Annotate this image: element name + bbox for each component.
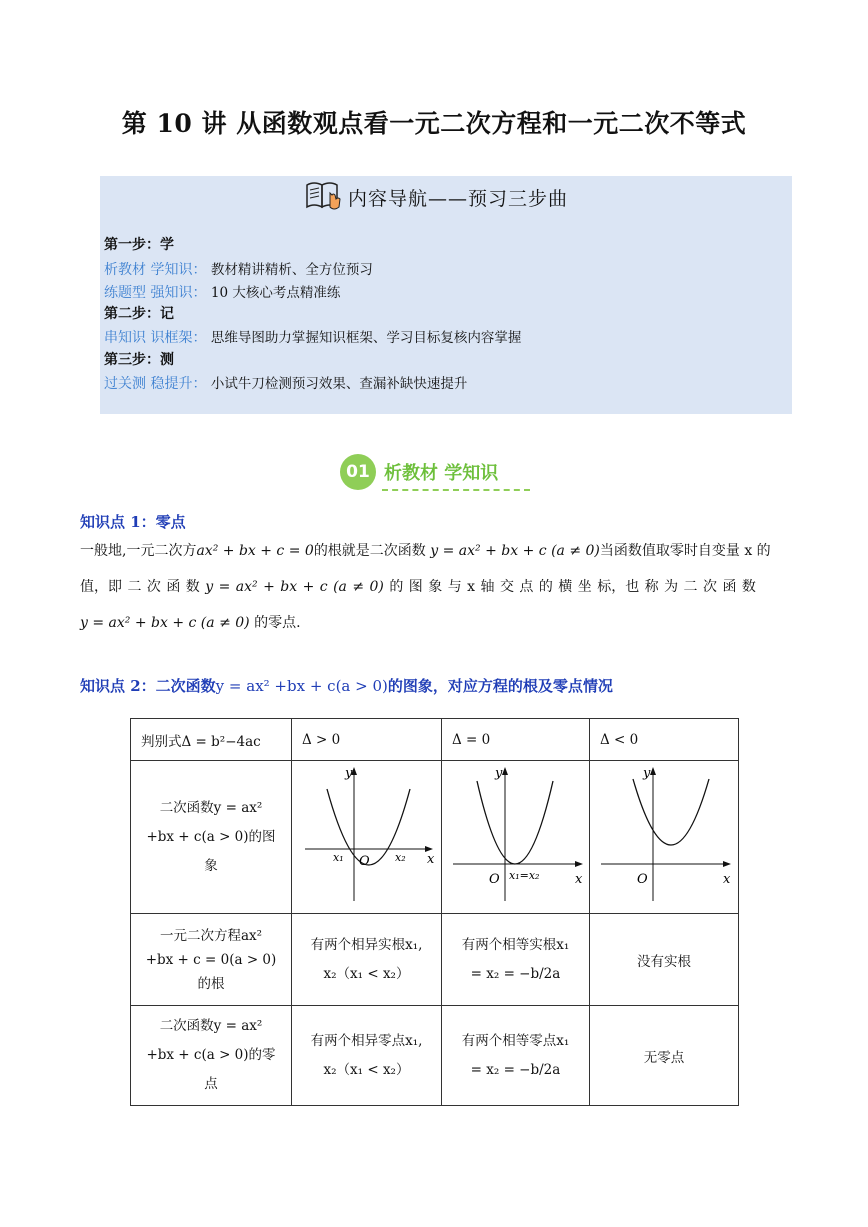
table-cell: 没有实根 (590, 914, 739, 1006)
origin-label: O (489, 872, 500, 887)
step2-title: 第二步：记 (104, 306, 174, 322)
section-number: 01 (340, 454, 376, 490)
equation: y = ax² + bx + c (a ≠ 0) (205, 579, 384, 595)
nav-header-text: 内容导航——预习三步曲 (348, 187, 569, 210)
table-row (131, 1006, 739, 1106)
text: 的零点. (254, 615, 301, 631)
cell-line: = x₂ = −b/2a (470, 965, 561, 982)
cell-line: 有两个相等实根x₁ (461, 936, 570, 953)
kp2-title (80, 675, 613, 696)
table-cell (131, 914, 292, 1006)
text: 当函数值取零时自变量 x 的 (599, 543, 771, 559)
cell-line: x₂（x₁ < x₂） (323, 965, 410, 982)
equation: y = ax² + bx + c (a ≠ 0) (430, 543, 600, 559)
cell-line: 一元二次方程ax² (159, 927, 263, 944)
text: 一般地,一元二次方 (80, 543, 197, 559)
table-cell (292, 1006, 442, 1106)
nav-header (304, 176, 568, 218)
table-cell: 无零点 (590, 1006, 739, 1106)
text: 的根就是二次函数 (313, 543, 426, 559)
table-cell (590, 761, 739, 914)
section-underline (382, 489, 530, 491)
x-axis-label: x (575, 872, 583, 887)
table-cell (131, 1006, 292, 1106)
kp1-line2 (80, 576, 756, 596)
equation: ax² + bx + c = 0 (196, 543, 314, 559)
cell-line: 二次函数y = ax² (159, 799, 263, 816)
table-row (131, 914, 739, 1006)
cell-line: +bx + c(a > 0)的图 (146, 828, 276, 845)
table-row (131, 761, 739, 914)
x1-label: x₁ (333, 851, 344, 864)
x-axis-label: x (723, 872, 731, 887)
cell-line: 点 (204, 1076, 218, 1092)
text: 知识点 2：二次函数 (80, 677, 216, 695)
step2-item-framework (104, 326, 521, 347)
equation: y = ax² +bx + c(a > 0) (215, 677, 388, 695)
step-label: 析教材 学知识： (104, 262, 207, 278)
kp1-line1 (80, 540, 771, 560)
table-cell (131, 761, 292, 914)
table-header-cell: Δ = 0 (442, 719, 590, 761)
step-desc: 小试牛刀检测预习效果、查漏补缺快速提升 (210, 376, 468, 392)
cell-line: +bx + c = 0(a > 0) (145, 951, 277, 968)
text: 的 图 象 与 x 轴 交 点 的 横 坐 标，也 称 为 二 次 函 数 (389, 579, 756, 595)
step-desc: 10 大核心考点精准练 (210, 285, 341, 301)
table-cell (442, 914, 590, 1006)
open-book-hand-icon (304, 177, 344, 217)
cell-line: 象 (204, 857, 218, 874)
x2-label: x₂ (395, 851, 406, 864)
kp1-title: 知识点 1：零点 (80, 513, 186, 531)
graph-double-root (447, 761, 584, 909)
table-row (131, 719, 739, 761)
step3-item-test (104, 372, 467, 393)
step3-title: 第三步：测 (104, 352, 174, 368)
origin-label: O (359, 854, 370, 869)
page-title: 第 10 讲 从函数观点看一元二次方程和一元二次不等式 (121, 109, 747, 138)
cell-line: 的根 (197, 975, 225, 992)
table-header-cell: Δ > 0 (292, 719, 442, 761)
step-label: 串知识 识框架： (104, 330, 207, 346)
kp1-line3 (80, 612, 301, 632)
text: 值，即 二 次 函 数 (80, 579, 200, 595)
table-header-cell: Δ < 0 (590, 719, 739, 761)
y-axis-label: y (495, 766, 503, 781)
x1x2-label: x₁=x₂ (509, 869, 540, 882)
zero-table (130, 718, 739, 1106)
cell-line: = x₂ = −b/2a (470, 1061, 561, 1078)
cell-line: 有两个相等零点x₁ (461, 1032, 570, 1049)
step-label: 练题型 强知识： (104, 285, 207, 301)
graph-no-root (595, 761, 733, 909)
step1-item-learn (104, 258, 373, 279)
text: 的图象，对应方程的根及零点情况 (387, 677, 613, 695)
section-badge (340, 454, 498, 490)
y-axis-label: y (345, 766, 353, 781)
equation: y = ax² + bx + c (a ≠ 0) (80, 615, 250, 631)
origin-label: O (637, 872, 648, 887)
cell-line: x₂（x₁ < x₂） (323, 1061, 410, 1078)
table-header-cell: 判别式Δ = b²−4ac (131, 719, 292, 761)
section-title: 析教材 学知识 (384, 463, 499, 484)
cell-line: 二次函数y = ax² (159, 1018, 263, 1034)
table-cell (292, 761, 442, 914)
step-desc: 思维导图助力掌握知识框架、学习目标复核内容掌握 (210, 330, 522, 346)
cell-line: 有两个相异实根x₁, (310, 936, 423, 953)
table-cell (442, 1006, 590, 1106)
table-cell (292, 914, 442, 1006)
step-desc: 教材精讲精析、全方位预习 (210, 262, 373, 278)
graph-two-roots (297, 761, 436, 909)
cell-line: +bx + c(a > 0)的零 (146, 1047, 276, 1063)
table-cell (442, 761, 590, 914)
cell-line: 有两个相异零点x₁, (310, 1032, 423, 1049)
step1-title: 第一步：学 (104, 237, 174, 253)
x-axis-label: x (427, 852, 435, 867)
y-axis-label: y (643, 766, 651, 781)
step1-item-practice (104, 281, 340, 302)
step-label: 过关测 稳提升： (104, 376, 207, 392)
